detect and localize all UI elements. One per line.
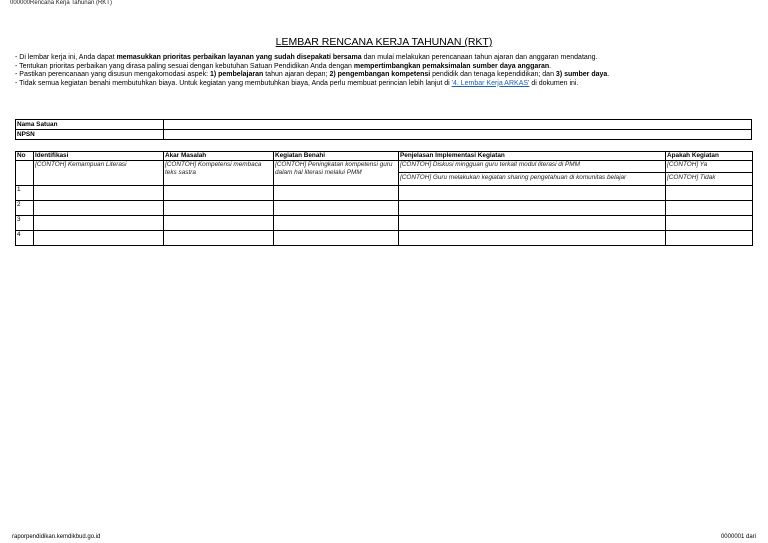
col-header-akar-masalah: Akar Masalah — [164, 152, 274, 161]
table-row — [16, 186, 753, 201]
nama-satuan-label: Nama Satuan — [16, 120, 164, 130]
example-apakah[interactable] — [666, 161, 753, 186]
example-kegiatan[interactable]: [CONTOH] Peningkatan kompetensi guru dalam hal literasi melalui PMM — [274, 161, 399, 186]
row-number: 4 — [16, 231, 34, 246]
npsn-field[interactable] — [164, 130, 752, 140]
document-header: 000000Rencana Kerja Tahunan (RKT) — [10, 0, 112, 6]
table-cell[interactable] — [274, 186, 399, 201]
row-number: 2 — [16, 201, 34, 216]
example-no-cell[interactable] — [16, 161, 34, 186]
table-cell[interactable] — [34, 231, 164, 246]
table-cell[interactable] — [34, 216, 164, 231]
instructions — [15, 54, 760, 88]
table-header-row — [16, 152, 753, 161]
table-cell[interactable] — [164, 186, 274, 201]
table-cell[interactable] — [666, 186, 753, 201]
page-title: LEMBAR RENCANA KERJA TAHUNAN (RKT) — [275, 36, 493, 48]
col-header-apakah-kegiatan: Apakah Kegiatan — [666, 152, 753, 161]
table-row — [16, 231, 753, 246]
table-cell[interactable] — [666, 216, 753, 231]
table-row — [16, 216, 753, 231]
nama-satuan-field[interactable] — [164, 120, 752, 130]
example-penjelasan-2: [CONTOH] Guru melakukan kegiatan sharing pengetahuan di komunitas belajar — [400, 174, 627, 181]
example-penjelasan[interactable] — [399, 161, 666, 186]
col-header-kegiatan-benahi: Kegiatan Benahi — [274, 152, 399, 161]
npsn-label: NPSN — [16, 130, 164, 140]
example-row — [16, 161, 753, 186]
col-header-no: No — [16, 152, 34, 161]
table-cell[interactable] — [274, 231, 399, 246]
example-apakah-2: [CONTOH] Tidak — [667, 174, 716, 181]
footer-page-number: 0000001 dari — [720, 534, 756, 540]
example-akar-masalah[interactable]: [CONTOH] Kompetensi membaca teks sastra — [164, 161, 274, 186]
table-cell[interactable] — [164, 216, 274, 231]
col-header-penjelasan: Penjelasan Implementasi Kegiatan — [399, 152, 666, 161]
instruction-line-4: - Tidak semua kegiatan benahi membutuhkan biaya. Untuk kegiatan yang membutuhkan biaya, Anda perlu membuat perincian lebih lanjut di '4. Lembar Kerja ARKAS' di dokumen ini. — [15, 79, 579, 87]
table-cell[interactable] — [34, 201, 164, 216]
school-info-table — [15, 119, 752, 140]
table-cell[interactable] — [399, 231, 666, 246]
table-cell[interactable] — [164, 231, 274, 246]
example-identifikasi[interactable]: [CONTOH] Kemampuan Literasi — [34, 161, 164, 186]
table-cell[interactable] — [274, 201, 399, 216]
table-cell[interactable] — [666, 231, 753, 246]
row-number: 1 — [16, 186, 34, 201]
instruction-line-2: - Tentukan prioritas perbaikan yang dirasa paling sesuai dengan kebutuhan Satuan Pendidikan Anda dengan mempertimbangkan pemaksimalan sumber daya anggaran. — [15, 62, 552, 70]
rkt-table — [15, 151, 753, 246]
arkas-sheet-link[interactable]: '4. Lembar Kerja ARKAS' — [451, 79, 530, 87]
example-apakah-1: [CONTOH] Ya — [666, 161, 752, 173]
row-number: 3 — [16, 216, 34, 231]
footer-url: raporpendidikan.kemdikbud.go.id — [12, 534, 101, 540]
instruction-line-3: - Pastikan perencanaan yang disusun mengakomodasi aspek: 1) pembelajaran tahun ajaran depan; 2) pengembangan kompetensi pendidik dan tenaga kependidikan; dan 3) sumber daya. — [15, 71, 610, 78]
table-cell[interactable] — [34, 186, 164, 201]
col-header-identifikasi: Identifikasi — [34, 152, 164, 161]
table-cell[interactable] — [399, 201, 666, 216]
example-penjelasan-1: [CONTOH] Diskusi mingguan guru terkait modul literasi di PMM — [399, 161, 665, 173]
table-cell[interactable] — [399, 216, 666, 231]
table-cell[interactable] — [274, 216, 399, 231]
instruction-line-1: - Di lembar kerja ini, Anda dapat memasukkan prioritas perbaikan layanan yang sudah disepakati bersama dan mulai melakukan perencanaan tahun ajaran dan anggaran mendatang. — [15, 54, 598, 61]
table-row — [16, 201, 753, 216]
table-cell[interactable] — [666, 201, 753, 216]
table-cell[interactable] — [164, 201, 274, 216]
table-cell[interactable] — [399, 186, 666, 201]
